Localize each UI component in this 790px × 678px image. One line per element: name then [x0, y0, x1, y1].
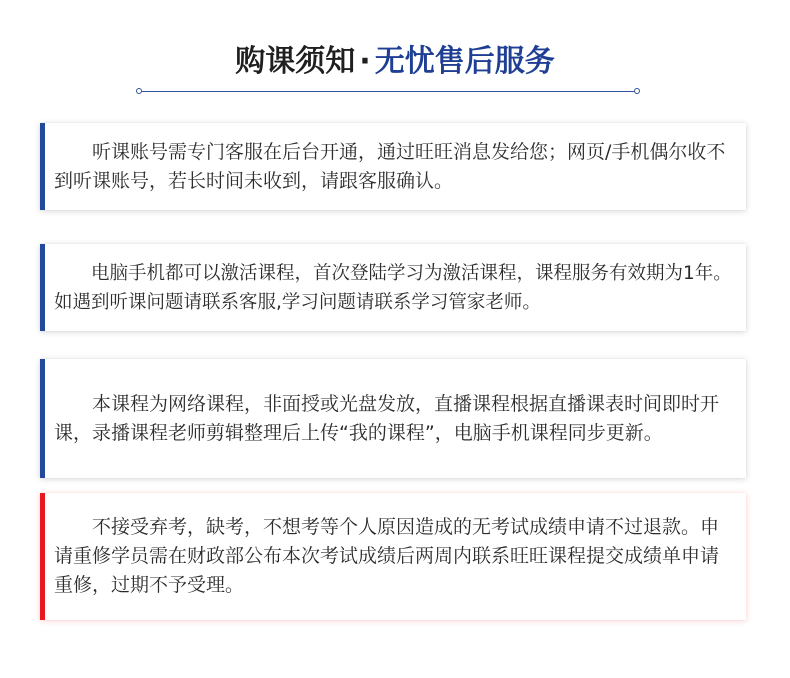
- notice-accent-bar: [40, 493, 45, 620]
- notice-accent-bar: [40, 123, 45, 210]
- notice-text: 电脑手机都可以激活课程，首次登陆学习为激活课程，课程服务有效期为1年。如遇到听课问题请联系客服,学习问题请联系学习管家老师。: [54, 262, 732, 313]
- notice-text: 本课程为网络课程，非面授或光盘发放，直播课程根据直播课表时间即时开课，录播课程老师剪辑整理后上传“我的课程”，电脑手机课程同步更新。: [54, 392, 720, 444]
- notice-card-refund-policy: [40, 493, 746, 620]
- title-divider: [136, 88, 640, 96]
- notice-card-course-format: [40, 359, 746, 478]
- title-part2: 无忧售后服务: [374, 44, 555, 79]
- divider-line: [142, 91, 634, 92]
- notice-text: 听课账号需专门客服在后台开通，通过旺旺消息发给您；网页/手机偶尔收不到听课账号，若长时间未收到，请跟客服确认。: [54, 140, 726, 192]
- notice-card-activation: [40, 244, 746, 331]
- notice-card-account: [40, 123, 746, 210]
- notice-accent-bar: [40, 359, 45, 478]
- title-part1: 购课须知: [235, 44, 356, 79]
- notice-text: 不接受弃考，缺考，不想考等个人原因造成的无考试成绩申请不过退款。申请重修学员需在财政部公布本次考试成绩后两周内联系旺旺课程提交成绩单申请重修，过期不予受理。: [54, 516, 720, 596]
- divider-right-dot-icon: [634, 88, 640, 94]
- title-dot: ·: [359, 44, 371, 79]
- page-title: [0, 40, 790, 84]
- notice-accent-bar: [40, 244, 45, 331]
